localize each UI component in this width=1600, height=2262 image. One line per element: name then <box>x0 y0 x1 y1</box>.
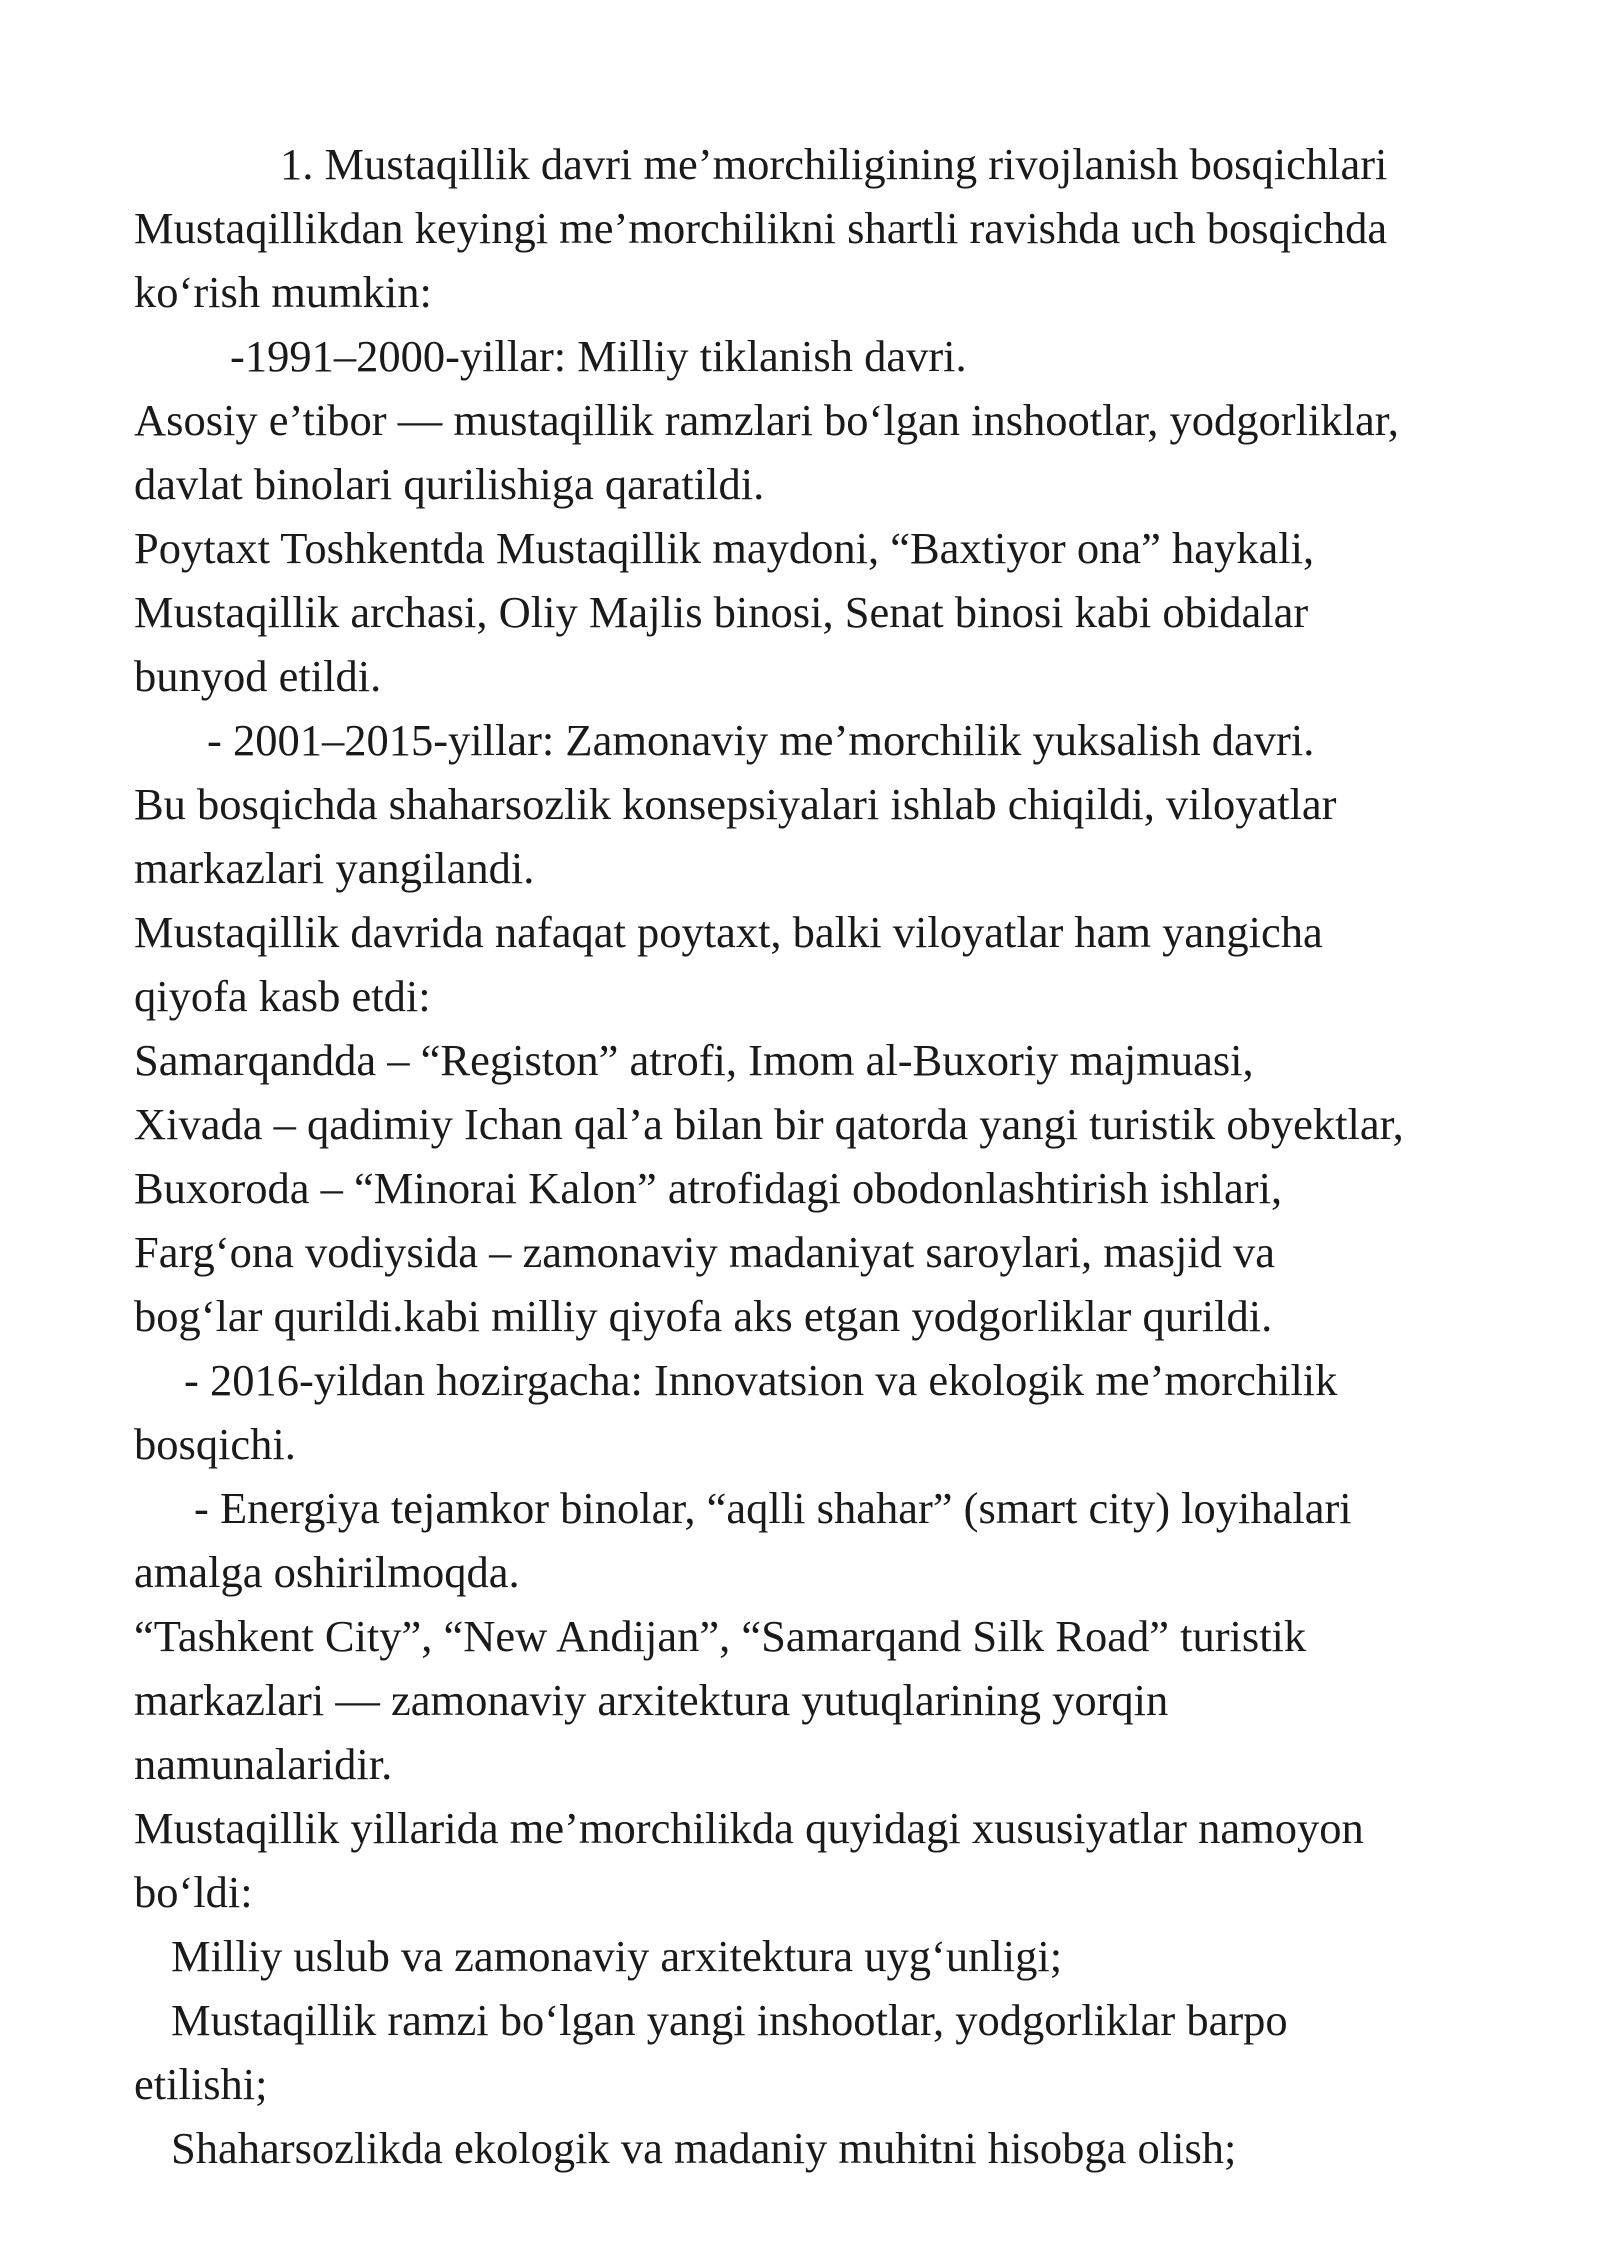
text-line: Asosiy e’tibor — mustaqillik ramzlari bo‘lgan inshootlar, yodgorliklar, <box>134 395 1399 445</box>
text-line: “Tashkent City”, “New Andijan”, “Samarqand Silk Road” turistik <box>134 1611 1307 1661</box>
text-line: Mustaqillik archasi, Oliy Majlis binosi, Senat binosi kabi obidalar <box>134 587 1309 637</box>
text-line: Farg‘ona vodiysida – zamonaviy madaniyat saroylari, masjid va <box>134 1227 1276 1277</box>
text-line: Shaharsozlikda ekologik va madaniy muhitni hisobga olish; <box>171 2123 1237 2173</box>
section-heading: 1. Mustaqillik davri me’morchiligining rivojlanish bosqichlari <box>280 139 1388 189</box>
text-line: Samarqandda – “Registon” atrofi, Imom al-Buxoriy majmuasi, <box>134 1035 1254 1085</box>
text-line: Mustaqillik davrida nafaqat poytaxt, balki viloyatlar ham yangicha <box>134 907 1323 957</box>
text-line: Xivada – qadimiy Ichan qal’a bilan bir qatorda yangi turistik obyektlar, <box>134 1099 1404 1149</box>
text-line: Mustaqillik yillarida me’morchilikda quyidagi xususiyatlar namoyon <box>134 1803 1364 1853</box>
text-line: Buxoroda – “Minorai Kalon” atrofidagi obodonlashtirish ishlari, <box>134 1163 1283 1213</box>
text-line: Milliy uslub va zamonaviy arxitektura uyg‘unligi; <box>171 1931 1063 1981</box>
text-line: bog‘lar qurildi.kabi milliy qiyofa aks etgan yodgorliklar qurildi. <box>134 1291 1273 1341</box>
text-line: bunyod etildi. <box>134 651 382 701</box>
text-line: Bu bosqichda shaharsozlik konsepsiyalari ishlab chiqildi, viloyatlar <box>134 779 1337 829</box>
text-line: markazlari — zamonaviy arxitektura yutuqlarining yorqin <box>134 1675 1169 1725</box>
text-line: -1991–2000-yillar: Milliy tiklanish davri. <box>230 331 967 381</box>
text-line: bo‘ldi: <box>134 1867 253 1917</box>
text-line: Mustaqillikdan keyingi me’morchilikni shartli ravishda uch bosqichda <box>134 203 1388 253</box>
text-line: bosqichi. <box>134 1419 296 1469</box>
text-line: markazlari yangilandi. <box>134 843 535 893</box>
text-line: qiyofa kasb etdi: <box>134 971 431 1021</box>
text-line: ko‘rish mumkin: <box>134 267 432 317</box>
text-line: - 2016-yildan hozirgacha: Innovatsion va ekologik me’morchilik <box>184 1355 1338 1405</box>
text-line: - 2001–2015-yillar: Zamonaviy me’morchilik yuksalish davri. <box>207 715 1315 765</box>
text-line: - Energiya tejamkor binolar, “aqlli shahar” (smart city) loyihalari <box>194 1483 1352 1533</box>
text-line: Mustaqillik ramzi bo‘lgan yangi inshootlar, yodgorliklar barpo <box>171 1995 1288 2045</box>
text-line: namunalaridir. <box>134 1739 393 1789</box>
text-line: amalga oshirilmoqda. <box>134 1547 520 1597</box>
document-body <box>134 132 1534 2180</box>
text-line: Poytaxt Toshkentda Mustaqillik maydoni, “Baxtiyor ona” haykali, <box>134 523 1315 573</box>
text-line: etilishi; <box>134 2059 268 2109</box>
text-line: davlat binolari qurilishiga qaratildi. <box>134 459 765 509</box>
